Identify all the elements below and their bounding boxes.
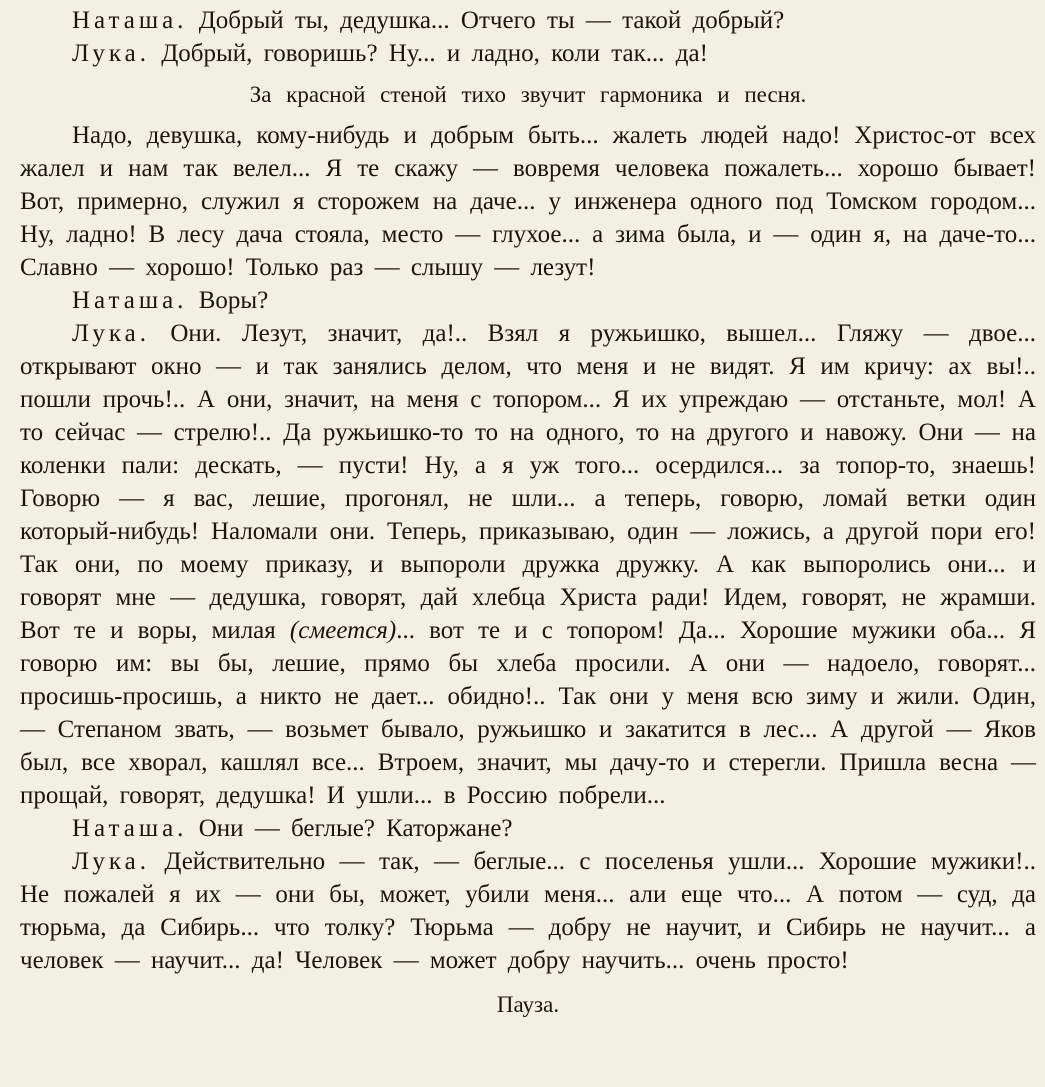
- dialogue-line-natasha-1: [20, 4, 1036, 37]
- speaker-name-luka: Лука.: [72, 320, 150, 347]
- speaker-name-natasha: Наташа.: [72, 287, 188, 314]
- dialogue-text: Воры?: [198, 287, 269, 314]
- dialogue-text: Действительно — так, — беглые... с поселенья ушли... Хорошие мужики!.. Не пожалей я их — они бы, может, убили меня... али еще что... А потом — суд, да тюрьма, да Сибирь... что толку? Тюрьма — добру не научит, и Сибирь не научит... а человек — научит... да! Человек — может добру научить... очень просто!: [20, 848, 1036, 974]
- dialogue-text: Добрый ты, дедушка... Отчего ты — такой добрый?: [198, 7, 785, 34]
- dialogue-text: Добрый, говоришь? Ну... и ладно, коли так... да!: [161, 40, 708, 67]
- speaker-name-natasha: Наташа.: [72, 7, 188, 34]
- dialogue-text: Они — беглые? Каторжане?: [198, 815, 513, 842]
- speaker-name-luka: Лука.: [72, 848, 150, 875]
- dialogue-paragraph-luka-2: [20, 317, 1036, 812]
- stage-direction-pause: Пауза.: [496, 992, 560, 1017]
- dialogue-line-natasha-3: [20, 812, 1036, 845]
- dialogue-text: ... вот те и с топором! Да... Хорошие мужики оба... Я говорю им: вы бы, лешие, прямо бы хлеба просили. А они — надоело, говорят... просишь-просишь, а никто не дает... обидно!.. Так они у меня всю зиму и жили. Один, — Степаном звать, — возьмет бывало, ружьишко и закатится в лес... А другой — Яков был, все хворал, кашлял все... Втроем, значит, мы дачу-то и стерегли. Пришла весна — прощай, говорят, дедушка! И ушли... в Россию побрели...: [20, 617, 1036, 809]
- speaker-name-luka: Лука.: [72, 40, 150, 67]
- speaker-name-natasha: Наташа.: [72, 815, 188, 842]
- dialogue-line-luka-1: [20, 37, 1036, 70]
- dialogue-line-natasha-2: [20, 284, 1036, 317]
- dialogue-text: Они. Лезут, значит, да!.. Взял я ружьишко, вышел... Гляжу — двое... открывают окно — и так занялись делом, что меня и не видят. Я им кричу: ах вы!.. пошли прочь!.. А они, значит, на меня с топором... Я их упреждаю — отстаньте, мол! А то сейчас — стрелю!.. Да ружьишко-то то на одного, то на другого и навожу. Они — на коленки пали: дескать, — пусти! Ну, а я уж того... осердился... за топор-то, знаешь! Говорю — я вас, лешие, прогонял, не шли... а теперь, говорю, ломай ветки один который-нибудь! Наломали они. Теперь, приказываю, один — ложись, а другой пори его! Так они, по моему приказу, и выпороли дружка дружку. А как выпоролись они... и говорят мне — дедушка, говорят, дай хлебца Христа ради! Идем, говорят, не жрамши. Вот те и воры, милая: [20, 320, 1036, 644]
- stage-direction: За красной стеной тихо звучит гармоника и песня.: [249, 82, 807, 107]
- dialogue-paragraph-luka-3: [20, 845, 1036, 977]
- inline-stage-direction: (смеется): [289, 617, 397, 644]
- luka-monologue-paragraph: Надо, девушка, кому-нибудь и добрым быть... жалеть людей надо! Христос-от всех жалел и нам так велел... Я те скажу — вовремя человека пожалеть... хорошо бывает! Вот, примерно, служил я сторожем на даче... у инженера одного под Томском городом... Ну, ладно! В лесу дача стояла, место — глухое... а зима была, и — один я, на даче-то... Славно — хорошо! Только раз — слышу — лезут!: [20, 122, 1036, 281]
